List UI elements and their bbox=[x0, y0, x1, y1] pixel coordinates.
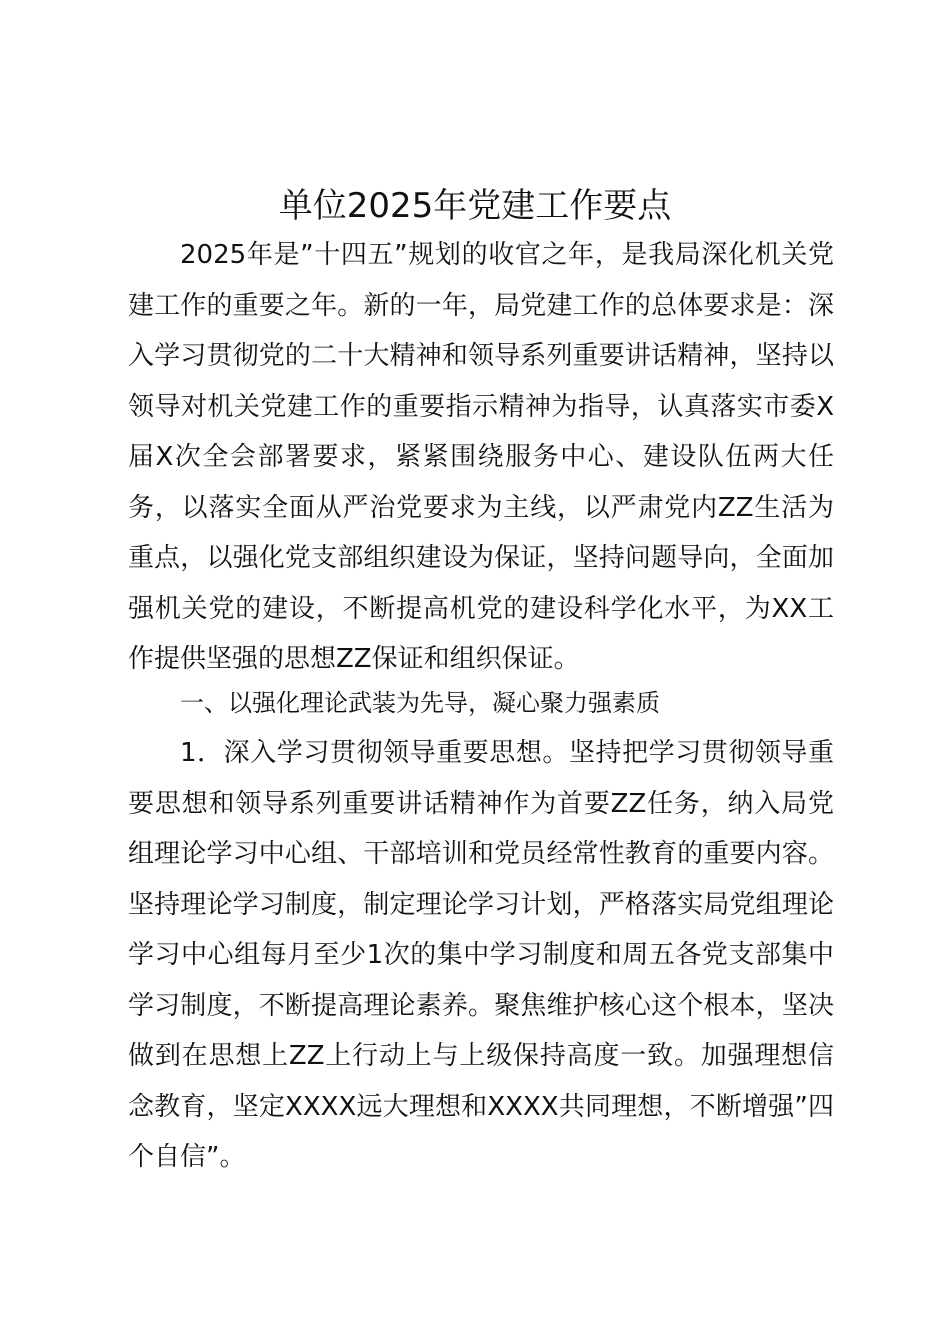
section-item-paragraph: 1．深入学习贯彻领导重要思想。坚持把学习贯彻领导重要思想和领导系列重要讲话精神作为首要ZZ任务，纳入局党组理论学习中心组、干部培训和党员经常性教育的重要内容。坚持理论学习制度，制定理论学习计划，严格落实局党组理论学习中心组每月至少1次的集中学习制度和周五各党支部集中学习制度，不断提高理论素养。聚焦维护核心这个根本，坚决做到在思想上ZZ上行动上与上级保持高度一致。加强理想信念教育，坚定XXXX远大理想和XXXX共同理想，不断增强”四个自信”。 bbox=[128, 738, 834, 1172]
intro-paragraph: 2025年是”十四五”规划的收官之年，是我局深化机关党建工作的重要之年。新的一年，局党建工作的总体要求是：深入学习贯彻党的二十大精神和领导系列重要讲话精神，坚持以领导对机关党建工作的重要指示精神为指导，认真落实市委X届X次全会部署要求，紧紧围绕服务中心、建设队伍两大任务，以落实全面从严治党要求为主线，以严肃党内ZZ生活为重点，以强化党支部组织建设为保证，坚持问题导向，全面加强机关党的建设，不断提高机党的建设科学化水平，为XX工作提供坚强的思想ZZ保证和组织保证。 bbox=[128, 240, 834, 674]
section-heading: 一、以强化理论武装为先导，凝心聚力强素质 bbox=[180, 689, 660, 717]
document-title: 单位2025年党建工作要点 bbox=[278, 186, 672, 226]
